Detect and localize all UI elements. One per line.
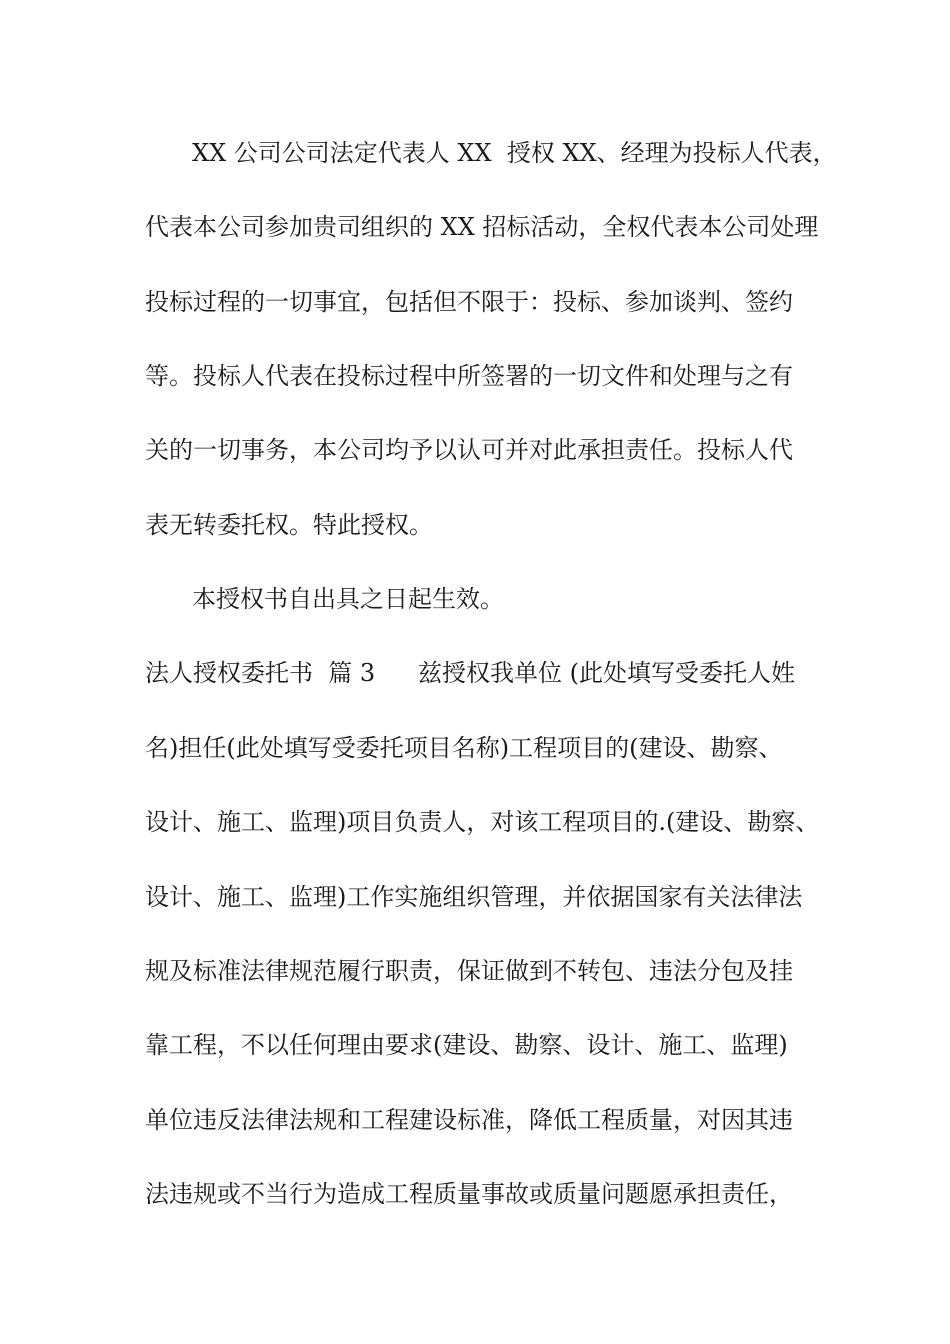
- text-line-7: 本授权书自出具之日起生效。: [192, 585, 504, 613]
- text-line-2: 代表本公司参加贵司组织的 XX 招标活动，全权代表本公司处理: [145, 213, 819, 241]
- text-line-9: 名)担任(此处填写受委托项目名称)工程项目的(建设、勘察、: [145, 734, 783, 762]
- text-line-13: 靠工程，不以任何理由要求(建设、勘察、设计、施工、监理): [145, 1031, 788, 1059]
- text-line-4: 等。投标人代表在投标过程中所签署的一切文件和处理与之有: [145, 362, 793, 390]
- text-line-5: 关的一切事务，本公司均予以认可并对此承担责任。投标人代: [145, 436, 793, 464]
- text-line-1: XX 公司公司法定代表人 XX 授权 XX、经理为投标人代表，: [192, 139, 837, 167]
- text-line-10: 设计、施工、监理)项目负责人，对该工程项目的.(建设、勘察、: [145, 808, 820, 836]
- text-line-14: 单位违反法律法规和工程建设标准，降低工程质量，对因其违: [145, 1106, 793, 1134]
- text-line-12: 规及标准法律规范履行职责，保证做到不转包、违法分包及挂: [145, 957, 793, 985]
- text-line-11: 设计、施工、监理)工作实施组织管理，并依据国家有关法律法: [145, 883, 803, 911]
- text-line-3: 投标过程的一切事宜，包括但不限于：投标、参加谈判、签约: [145, 288, 793, 316]
- text-line-6: 表无转委托权。特此授权。: [145, 511, 433, 539]
- text-line-8: 兹授权我单位 (此处填写受委托人姓: [418, 659, 795, 687]
- section-heading: 法人授权委托书 篇 3: [145, 659, 376, 687]
- text-line-15: 法违规或不当行为造成工程质量事故或质量问题愿承担责任，: [145, 1180, 793, 1208]
